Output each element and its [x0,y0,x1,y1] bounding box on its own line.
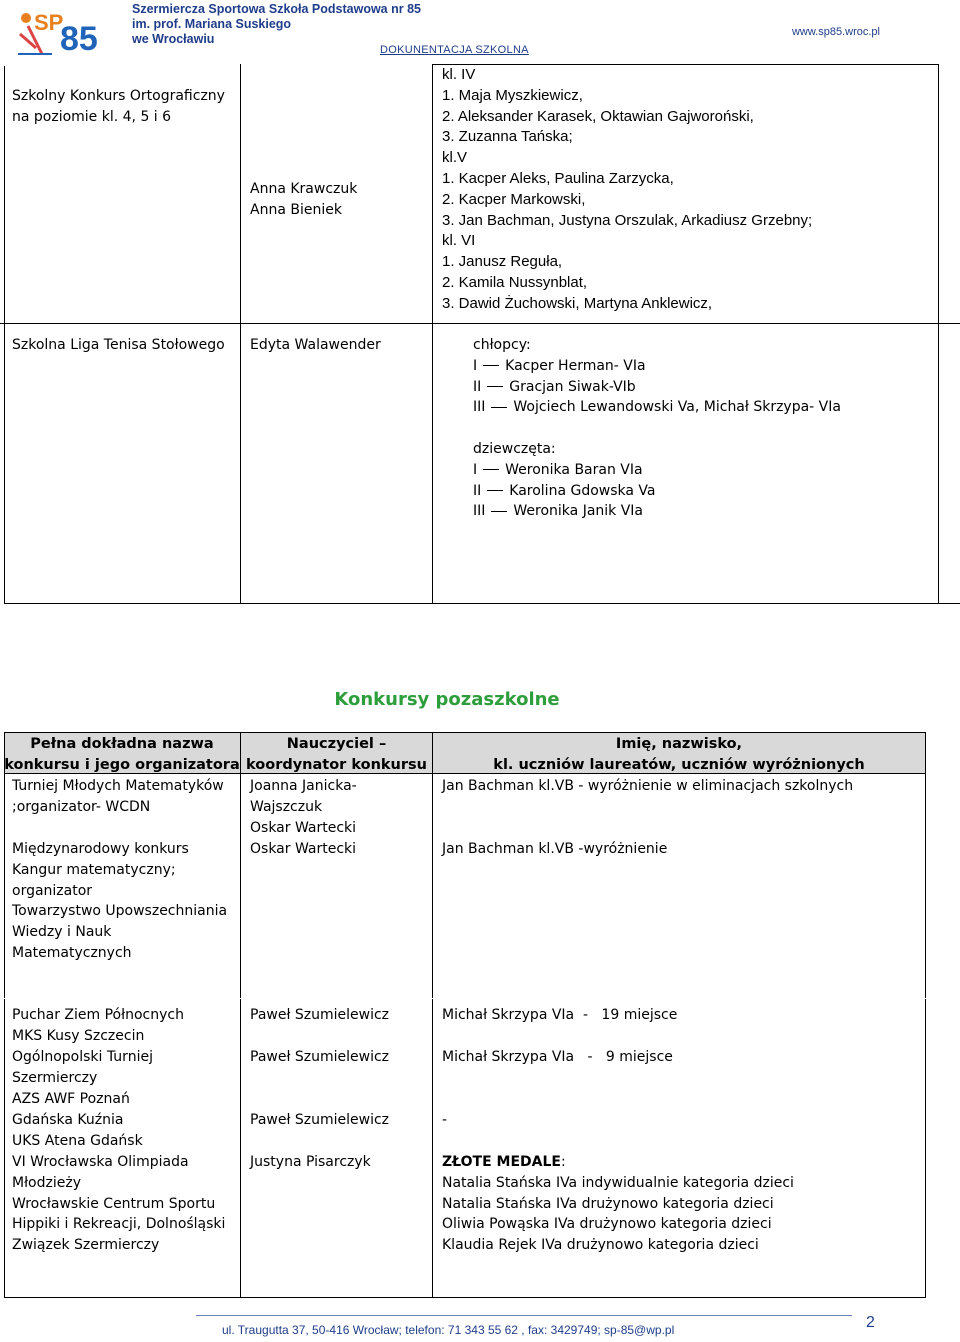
header-line: konkursu i jego organizatora [4,756,240,773]
contest-name-line: Młodzieży [12,1174,81,1191]
result-line: kl. VI [442,232,476,250]
result-line [473,481,841,502]
result-line: Natalia Stańska IVa indywidualnie kategoria dzieci [442,1174,794,1191]
result-line [473,377,841,398]
teacher-name: Paweł Szumielewicz [250,1007,390,1023]
table-border [432,732,433,1298]
result-line: 3. Jan Bachman, Justyna Orszulak, Arkadiusz Grzebny; [442,211,813,229]
contest-name [12,776,224,818]
medals-title-suffix: : [560,1154,566,1170]
contest-name-line: Turniej Młodych Matematyków [12,778,224,794]
student-name: Gracjan Siwak-VIb [509,378,636,395]
student-name: Weronika Janik VIa [513,503,644,520]
result-line: Oliwia Powąska IVa drużynowo kategoria dzieci [442,1216,772,1233]
place-label: III [473,399,486,416]
teacher-name: Edyta Walawender [250,337,381,353]
result-line: Natalia Stańska IVa drużynowo kategoria dzieci [442,1195,774,1212]
svg-text:SP: SP [34,10,64,35]
table-border [925,732,926,1298]
header-line: Pełna dokładna nazwa [30,736,214,752]
result-line [473,356,841,377]
website-link[interactable]: www.sp85.wroc.pl [791,26,880,38]
result-line: kl. IV [442,66,476,83]
document-label: DOKUNENTACJA SZKOLNA [380,44,529,56]
school-logo [12,4,116,58]
footer-divider [196,1315,852,1316]
contest-name [12,86,225,128]
contest-name-line: Ogólnopolski Turniej [12,1049,153,1065]
teacher-names [250,179,357,221]
school-name-line2: im. prof. Mariana Suskiego [132,17,292,31]
teacher-name: Paweł Szumielewicz [250,1112,390,1128]
result-line: 2. Kacper Markowski, [442,190,586,208]
contest-name-line: organizator [12,882,93,899]
column-header-contest [4,734,240,776]
teacher-name: Joanna Janicka- [250,778,357,794]
contest-name: Szkolna Liga Tenisa Stołowego [12,337,225,353]
table-border [4,603,960,604]
row-gap [4,998,926,999]
result-line: Jan Bachman kl.VB - wyróżnienie w eliminacjach szkolnych [442,778,854,794]
results-list [442,65,812,315]
contest-name-line: AZS AWF Poznań [12,1090,130,1107]
table-border [0,323,960,324]
contest-name-line: Wrocławskie Centrum Sportu [12,1195,216,1212]
table-border [4,1297,926,1298]
header-line: Nauczyciel – [286,736,387,752]
contest-name [12,839,227,964]
table-border [432,64,433,604]
column-header-results [433,734,925,776]
column-header-teacher [241,734,432,776]
result-line: Klaudia Rejek IVa drużynowo kategoria dzieci [442,1237,759,1254]
contest-name-line: ;organizator- WCDN [12,798,151,815]
result-line: Michał Skrzypa VIa - 19 miejsce [442,1007,678,1023]
table-border [240,732,241,1298]
result-line: 1. Kacper Aleks, Paulina Zarzycka, [442,169,674,187]
result-line [473,460,841,481]
contest-name-line: Gdańska Kuźnia [12,1112,124,1128]
header-line: Imię, nazwisko, [615,736,743,752]
contest-name-line: Międzynarodowy konkurs [12,841,189,857]
place-label: II [473,378,482,395]
result-line: 1. Maja Myszkiewicz, [442,86,583,104]
student-name: Karolina Gdowska Va [509,482,656,499]
result-line: Jan Bachman kl.VB -wyróżnienie [442,841,668,857]
teacher-name: Paweł Szumielewicz [250,1049,390,1065]
svg-text:85: 85 [60,20,98,58]
contest-name [12,1047,153,1109]
contest-name-line: Szermierczy [12,1069,98,1086]
contest-name-line: Hippiki i Rekreacji, Dolnośląski [12,1216,226,1233]
result-line: 3. Dawid Żuchowski, Martyna Anklewicz, [442,294,713,312]
contest-name-line: Towarzystwo Upowszechniania [12,903,228,920]
table-border [240,64,241,604]
student-name: Wojciech Lewandowski Va, Michał Skrzypa- VIa [513,399,841,416]
school-name-line1: Szermiercza Sportowa Szkoła Podstawowa nr 85 [132,2,421,16]
page-header [0,0,960,64]
contest-name-line: Kangur matematyczny; [12,861,176,878]
place-label: I [473,461,478,478]
teacher-names [250,776,357,838]
header-line: kl. uczniów laureatów, uczniów wyróżnionych [493,756,865,773]
teacher-name: Wajszczuk [250,798,323,815]
results-list [442,1152,794,1256]
contest-name [12,1110,143,1152]
contest-name-line: na poziomie kl. 4, 5 i 6 [12,108,172,125]
result-line: 2. Aleksander Karasek, Oktawian Gajworoński, [442,107,754,125]
student-name: Weronika Baran VIa [505,461,643,478]
footer-address: ul. Traugutta 37, 50-416 Wrocław; telefon: 71 343 55 62 , fax: 3429749; sp-85@wp.pl [222,1323,675,1337]
contest-name-line: Związek Szermierczy [12,1237,160,1254]
result-line: 2. Kamila Nussynblat, [442,273,588,291]
result-line [473,397,841,418]
teacher-name: Anna Bieniek [250,201,342,218]
table-border [4,66,5,604]
section-title: Konkursy pozaszkolne [334,689,560,710]
result-line: Michał Skrzypa VIa - 9 miejsce [442,1049,673,1065]
results-list [473,335,841,522]
page-number: 2 [866,1314,875,1331]
girls-label: dziewczęta: [473,440,556,457]
school-name [132,2,421,47]
result-line: 1. Janusz Reguła, [442,253,563,271]
boys-label: chłopcy: [473,337,531,353]
contest-name [12,1005,184,1047]
teacher-name: Anna Krawczuk [250,181,358,197]
result-line [473,501,841,522]
place-label: II [473,482,482,499]
header-line: koordynator konkursu [246,756,427,773]
table-border [4,732,5,1298]
result-line: kl.V [442,149,468,167]
teacher-name: Justyna Pisarczyk [250,1154,371,1170]
contest-name [12,1152,225,1256]
teacher-name: Oskar Wartecki [250,819,357,836]
contest-name-line: Puchar Ziem Północnych [12,1007,184,1023]
contest-name-line: Matematycznych [12,944,132,961]
result-line: 3. Zuzanna Tańska; [442,128,573,146]
medals-title [442,1152,794,1173]
place-label: I [473,357,478,374]
student-name: Kacper Herman- VIa [505,357,646,374]
contest-name-line: Wiedzy i Nauk [12,924,112,941]
teacher-name: Oskar Wartecki [250,841,357,857]
table-border [938,64,939,604]
contest-name-line: Szkolny Konkurs Ortograficzny [12,88,225,104]
place-label: III [473,503,486,520]
contest-name-line: MKS Kusy Szczecin [12,1027,145,1044]
contest-name-line: VI Wrocławska Olimpiada [12,1154,189,1170]
contest-name-line: UKS Atena Gdańsk [12,1132,143,1149]
school-name-line3: we Wrocławiu [132,32,215,46]
result-line: - [442,1112,448,1128]
table-border [4,732,926,733]
medals-title-text: ZŁOTE MEDALE [442,1154,561,1170]
